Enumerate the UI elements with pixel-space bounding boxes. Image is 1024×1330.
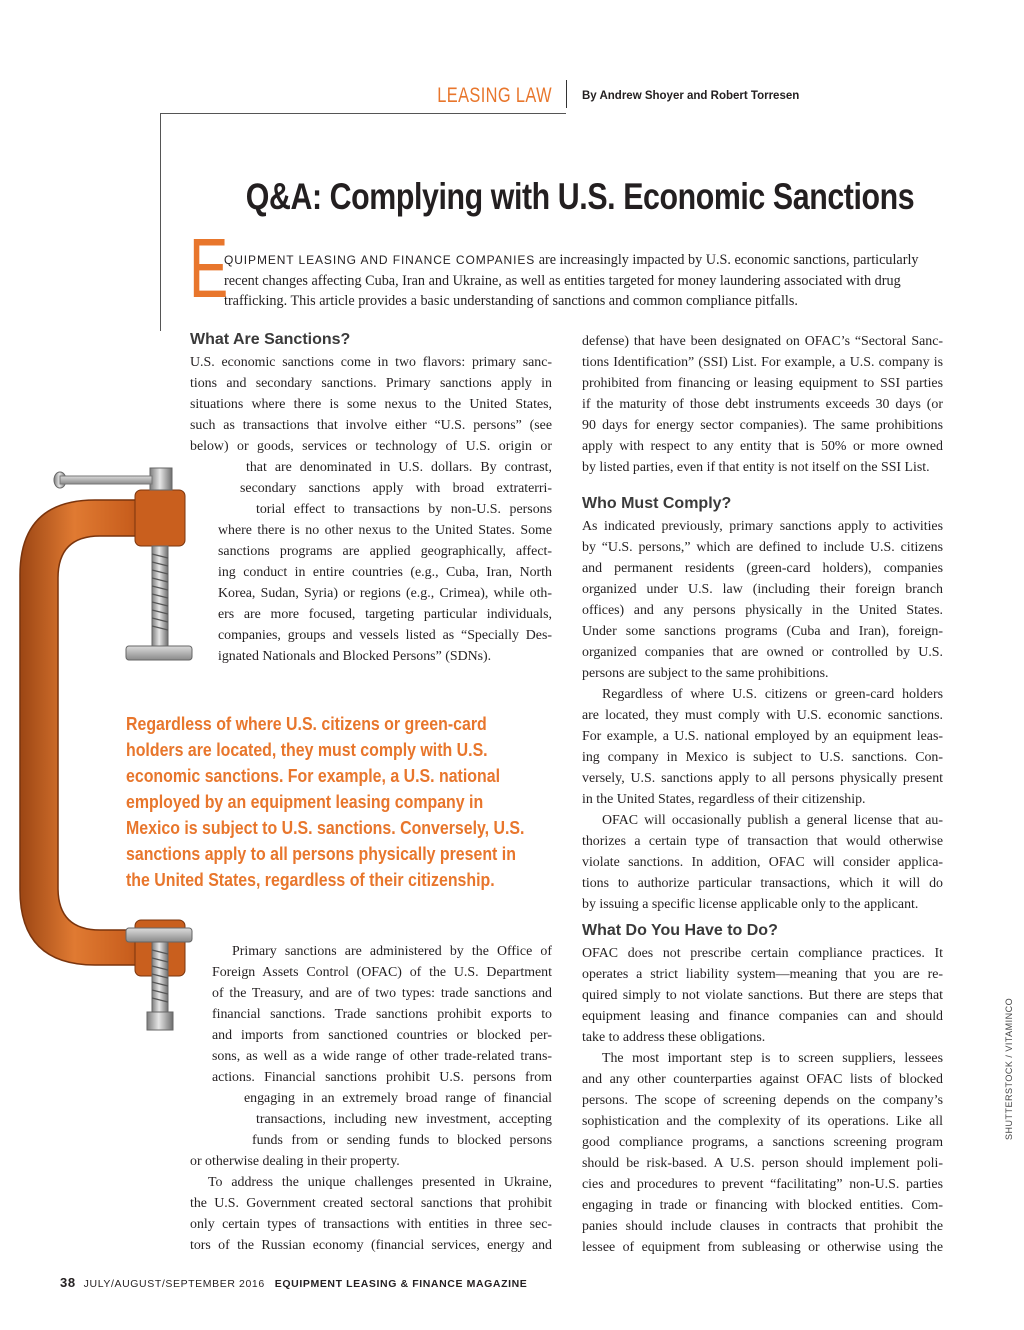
- right-text-line: by listed parties, even if that entity is not itself on the SSI List.: [582, 460, 930, 475]
- left-text-line: ignated Nationals and Blocked Persons” (SDNs).: [218, 649, 492, 664]
- left-text-line: funds from or sending funds to blocked persons: [252, 1133, 552, 1148]
- right-text-line: The most important step is to screen suppliers, lessees: [602, 1051, 943, 1066]
- right-text-line: persons. The scope of screening depends on the company’s: [582, 1093, 943, 1108]
- left-text-line: To address the unique challenges presented in Ukraine,: [208, 1175, 552, 1190]
- right-text-line: good compliance programs, a sanctions screening program: [582, 1135, 943, 1150]
- right-text-line: lessee of equipment from subleasing or otherwise using the: [582, 1240, 943, 1255]
- left-text-line: secondary sanctions apply with broad extraterri-: [240, 481, 552, 496]
- right-text-line: tions Identification” (SSI) List. For example, a U.S. company is: [582, 355, 943, 370]
- intro-line-1: [224, 250, 918, 270]
- right-text-line: equipment leasing and finance companies can and should: [582, 1009, 943, 1024]
- left-text-line: and imports from sanctioned countries or blocked per-: [212, 1028, 552, 1043]
- right-text-line: persons are subject to the same prohibitions.: [582, 666, 829, 681]
- right-text-line: organized companies that are owned or controlled by U.S.: [582, 645, 943, 660]
- pull-quote-line: Regardless of where U.S. citizens or green-card: [126, 713, 487, 734]
- drop-cap: E: [189, 221, 229, 315]
- photo-credit: SHUTTERSTOCK / VITAMINCO: [1004, 997, 1014, 1140]
- left-text-line: Korea, Sudan, Syria) or regions (e.g., Crimea), while oth-: [218, 586, 552, 601]
- left-text-line: actions. Financial sanctions prohibit U.S. persons from: [212, 1070, 552, 1085]
- right-text-line: panies should include clauses in contracts that prohibit the: [582, 1219, 943, 1234]
- intro-line-1-rest: are increasingly impacted by U.S. economic sanctions, particularly: [535, 252, 919, 268]
- article-title: Q&A: Complying with U.S. Economic Sanctions: [245, 176, 915, 217]
- left-text-line: torial effect to transactions by non-U.S. persons: [256, 502, 552, 517]
- left-text-line: tors of the Russian economy (financial services, energy and: [190, 1238, 552, 1253]
- left-text-line: engaging in an extremely broad range of financial: [244, 1091, 552, 1106]
- right-text-line: operates a strict liability system—meaning that you are re-: [582, 967, 943, 982]
- right-text-line: and permanent residents (green-card holders), companies: [582, 561, 943, 576]
- intro-line-3: trafficking. This article provides a basic understanding of sanctions and common compliance pitfalls.: [224, 293, 798, 309]
- left-text-line: sons, as well as a wide range of other trade-related trans-: [212, 1049, 552, 1064]
- heading-who-must-comply: Who Must Comply?: [582, 495, 732, 512]
- heading-what-do-you-have-to-do: What Do You Have to Do?: [582, 922, 778, 939]
- pull-quote-line: the United States, regardless of their citizenship.: [126, 869, 495, 890]
- left-text-line: companies, groups and vessels listed as “Specially Des-: [218, 628, 552, 643]
- right-text-line: take to address these obligations.: [582, 1030, 766, 1045]
- left-text-line: U.S. economic sanctions come in two flavors: primary sanc-: [190, 355, 552, 370]
- magazine-name: EQUIPMENT LEASING & FINANCE MAGAZINE: [274, 1278, 528, 1290]
- right-text-line: defense) that have been designated on OFAC’s “Sectoral Sanc-: [582, 334, 943, 349]
- right-text-line: by issuing a specific license applicable only to the applicant.: [582, 897, 919, 912]
- right-text-line: violate sanctions. In addition, OFAC will consider applica-: [582, 855, 943, 870]
- section-label: LEASING LAW: [437, 84, 552, 107]
- right-text-line: engaging in trade or financing with blocked entities. Com-: [582, 1198, 943, 1213]
- page-footer: [60, 1275, 527, 1290]
- intro-line-2: recent changes affecting Cuba, Iran and Ukraine, as well as entities targeted for money laundering associated with drug: [224, 273, 901, 289]
- right-text-line: thorizes a certain type of transaction that would otherwise: [582, 834, 943, 849]
- page-number: 38: [60, 1275, 76, 1290]
- right-text-line: should be risk-based. A U.S. person should implement poli-: [582, 1156, 943, 1171]
- intro-lead-caps: QUIPMENT LEASING AND FINANCE COMPANIES: [224, 253, 536, 267]
- right-text-line: tions to authorize particular transactions, which it will do: [582, 876, 943, 891]
- left-text-line: transactions, including new investment, accepting: [256, 1112, 552, 1127]
- right-text-line: 90 days for energy sector companies). The same prohibitions: [582, 418, 943, 433]
- left-text-line: Foreign Assets Control (OFAC) of the U.S. Department: [212, 965, 552, 980]
- right-text-line: ing company in Mexico is subject to U.S. sanctions. Con-: [582, 750, 943, 765]
- left-text-line: situations where there is some nexus to the United States,: [190, 397, 552, 412]
- right-text-line: if the maturity of those debt instruments exceeds 30 days (or: [582, 397, 943, 412]
- pull-quote-line: Mexico is subject to U.S. sanctions. Conversely, U.S.: [126, 817, 525, 838]
- right-text-line: Under some sanctions programs (Cuba and Iran), foreign-: [582, 624, 943, 639]
- right-text-line: apply with respect to any entity that is 50% or more owned: [582, 439, 943, 454]
- right-text-line: sophistication and the complexity of its operations. Like all: [582, 1114, 943, 1129]
- right-text-line: by “U.S. persons,” which are defined to include U.S. citizens: [582, 540, 943, 555]
- right-text-line: Regardless of where U.S. citizens or green-card holders: [602, 687, 943, 702]
- left-text-line: of the Treasury, and are of two types: trade sanctions and: [212, 986, 552, 1001]
- right-text-line: versely, U.S. sanctions apply to all persons physically present: [582, 771, 943, 786]
- left-text-line: ers are more focused, targeting particular individuals,: [218, 607, 552, 622]
- right-text-line: quired simply to not violate sanctions. But there are steps that: [582, 988, 943, 1003]
- right-text-line: For example, a U.S. national employed by an equipment leas-: [582, 729, 943, 744]
- left-text-line: below) or goods, services or technology of U.S. origin or: [190, 439, 552, 454]
- right-text-line: and any other counterparties against OFAC lists of blocked: [582, 1072, 943, 1087]
- left-text-line: Primary sanctions are administered by the Office of: [232, 944, 552, 959]
- frame-rule-top: [160, 113, 566, 114]
- heading-what-are-sanctions: What Are Sanctions?: [190, 331, 351, 348]
- left-text-line: that are denominated in U.S. dollars. By contrast,: [246, 460, 552, 475]
- left-text-line: or otherwise dealing in their property.: [190, 1154, 400, 1169]
- byline: By Andrew Shoyer and Robert Torresen: [582, 90, 800, 102]
- left-text-line: only certain types of transactions with entities in three sec-: [190, 1217, 552, 1232]
- right-text-line: prohibited from financing or leasing equipment to SSI parties: [582, 376, 943, 391]
- header-divider: [566, 80, 567, 108]
- left-text-line: sanctions programs are applied geographically, affect-: [218, 544, 552, 559]
- left-text-line: the U.S. Government created sectoral sanctions that prohibit: [190, 1196, 552, 1211]
- left-text-line: such as transactions that involve either “U.S. persons” (see: [190, 418, 552, 433]
- right-text-line: in the United States, regardless of their citizenship.: [582, 792, 866, 807]
- pull-quote-line: holders are located, they must comply with U.S.: [126, 739, 488, 760]
- frame-rule-left: [160, 113, 161, 331]
- left-text-line: financial sanctions. Trade sanctions prohibit exports to: [212, 1007, 552, 1022]
- left-text-line: where there is no other nexus to the United States. Some: [218, 523, 552, 538]
- right-text-line: are located, they must comply with U.S. economic sanctions.: [582, 708, 943, 723]
- right-text-line: As indicated previously, primary sanctions apply to activities: [582, 519, 943, 534]
- left-text-line: tions and secondary sanctions. Primary sanctions apply in: [190, 376, 552, 391]
- issue-date: JULY/AUGUST/SEPTEMBER 2016: [83, 1278, 265, 1290]
- right-text-line: OFAC will occasionally publish a general license that au-: [602, 813, 943, 828]
- pull-quote-line: sanctions apply to all persons physically present in: [126, 843, 516, 864]
- right-text-line: OFAC does not prescribe certain compliance practices. It: [582, 946, 943, 961]
- right-text-line: offices) and any persons physically in the United States.: [582, 603, 943, 618]
- pull-quote-line: employed by an equipment leasing company in: [126, 791, 484, 812]
- right-text-line: organized under U.S. law (including their foreign branch: [582, 582, 943, 597]
- pull-quote-line: economic sanctions. For example, a U.S. national: [126, 765, 500, 786]
- left-text-line: ing conduct in entire countries (e.g., Cuba, Iran, North: [218, 565, 552, 580]
- right-text-line: cies and procedures to prevent “facilitating” non-U.S. parties: [582, 1177, 943, 1192]
